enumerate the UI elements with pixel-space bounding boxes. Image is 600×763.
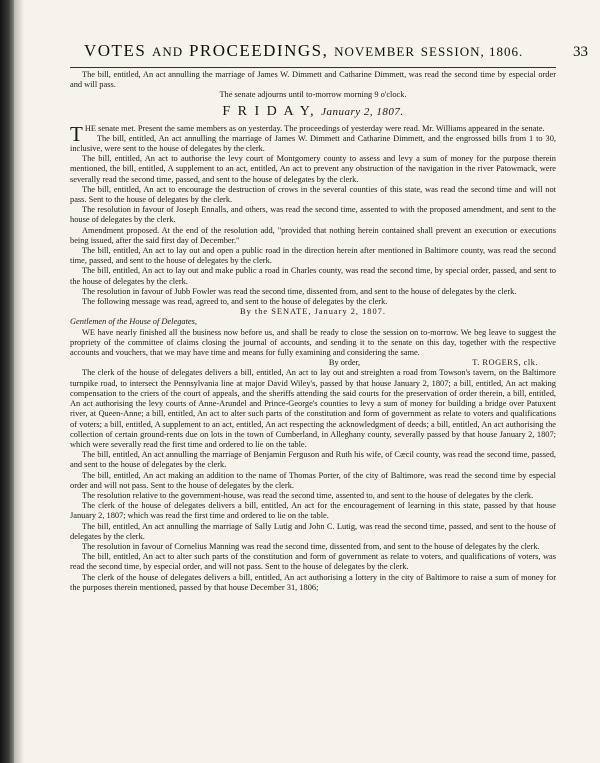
drop-cap: T: [70, 121, 83, 146]
header-session: SESSION, 1806.: [420, 44, 524, 59]
document-page: [14, 0, 600, 763]
header-month: NOVEMBER: [334, 44, 416, 59]
paragraph: The resolution relative to the government-house, was read the second time, assented to, and sent to the house of delegates by the clerk.: [82, 490, 534, 500]
paragraph: The following message was read, agreed to, and sent to the house of delegates by the clerk.: [82, 297, 388, 307]
paragraph: The resolution in favour of Joseph Ennalls, and others, was read the second time, assented to with the proposed amendment, and sent to the house of delegates by the clerk.: [70, 205, 556, 225]
message-body: WE have nearly finished all the business now before us, and shall be ready to close the session on to-morrow. We beg leave to suggest the propriety of the committee of claims closing the journal of accounts, and sending it to the senate on this day, together with the respective accounts and vouchers, that we may have time and means for fully examining and considering the same.: [70, 327, 556, 358]
header-votes: VOTES: [84, 41, 147, 60]
paragraph: The bill, entitled, An act to encourage the destruction of crows in the several counties of this state, was read the second time and will not pass. Sent to the house of delegates by the clerk.: [70, 184, 556, 205]
page-number: 33: [573, 44, 588, 60]
opening-text: HE senate met. Present the same members as on yesterday. The proceedings of yesterday were read. Mr. Williams appeared in the senate.: [84, 123, 545, 133]
paragraph: The bill, entitled, An act annulling the marriage of James W. Dimmett and Catharine Dimmett, was read the second time by especial order and will pass.: [70, 70, 556, 90]
message-salutation: Gentlemen of the House of Delegates,: [70, 317, 197, 327]
day-name: F R I D A Y,: [222, 103, 316, 119]
day-heading: [70, 103, 556, 121]
signature-name: T. ROGERS, clk.: [472, 358, 538, 368]
message-signature-line: [70, 358, 556, 368]
paragraph: Amendment proposed. At the end of the resolution add, "provided that nothing herein contained shall prevent an execution or executions being issued, after the said first day of December.": [70, 225, 556, 245]
paragraph: The clerk of the house of delegates delivers a bill, entitled, An act authorising a lottery in the city of Baltimore to raise a sum of money for the purposes therein mentioned, passed by that house December 31, 1806;: [70, 572, 556, 592]
header-proceedings: PROCEEDINGS,: [188, 41, 329, 60]
header-and: AND: [152, 44, 184, 59]
paragraph: The bill, entitled, An act to lay out and make public a road in Charles county, was read the second time, by special order, passed, and sent to the house of delegates by the clerk.: [70, 266, 556, 286]
paragraph: The resolution in favour of Cornelius Manning was read the second time, dissented from, and sent to the house of delegates by the clerk.: [82, 541, 540, 551]
paragraph: The clerk of the house of delegates delivers a bill, entitled, An act to lay out and streighten a road from Towson's tavern, on the Baltimore turnpike road, to intersect the Pennsylvania line at major David Wiley's, passed by that house January 2, 1807; a bill, entitled, An act making compensation to the criers of the court of appeals, and the sheriffs attending the said courts for the preservation of order therein, a bill, entitled, An act authorising the levy courts of Anne-Arundel and Prince-George's counties to levy a sum of money for building a bridge over Patuxent river, at Queen-Anne; a bill, entitled, An act to alter such parts of the constitution and form of government as relate to voters and qualifications of voters; a bill, entitled, A supplement to an act, entitled, An act respecting the acknowledgment of deeds; a bill, entitled, An act authorising the collection of certain ground-rents due on lots in the town of Cumberland, in Alleghany county, severally passed by that house January 2, 1807; which were severally read the first time and ordered to lie on the table.: [70, 368, 556, 449]
paragraph: The bill, entitled, An act to authorise the levy court of Montgomery county to assess and levy a sum of money for the purpose therein mentioned, the bill, entitled, A supplement to an act, entitled, An act to prevent any obstruction of the navigation in the river Patowmack, were severally read the second time, passed, and sent to the house of delegates by the clerk.: [70, 154, 556, 184]
paragraph: The bill, entitled, An act annulling the marriage of Benjamin Ferguson and Ruth his wife, of Cæcil county, was read the second time, passed, and sent to the house of delegates by the clerk.: [70, 450, 556, 470]
running-header: [84, 41, 564, 61]
adjournment-line: The senate adjourns until to-morrow morning 9 o'clock.: [219, 90, 407, 100]
paragraph: The bill, entitled, An act to lay out and open a public road in the direction herein after mentioned in Baltimore county, was read the second time, passed, and sent to the house of delegates by the clerk.: [70, 246, 556, 266]
header-rule: [70, 67, 556, 68]
paragraph: The bill, entitled, An act to alter such parts of the constitution and form of government as relate to voters, and qualifications of voters, was read the second time, by especial order, and will not pass. Sent to the house of delegates by the clerk.: [70, 552, 556, 572]
paragraph: The bill, entitled, An act annulling the marriage of James W. Dimmett and Catharine Dimmett, and the engrossed bills from 1 to 30, inclusive, were sent to the house of delegates by the clerk.: [70, 133, 556, 154]
paragraph: The resolution in favour of Jubb Fowler was read the second time, dissented from, and sent to the house of delegates by the clerk.: [82, 286, 517, 296]
day-date: January 2, 1807.: [321, 105, 404, 118]
journal-body: [70, 70, 556, 593]
paragraph: The bill, entitled, An act making an addition to the name of Thomas Porter, of the city of Baltimore, was read the second time by especial order and will not pass. Sent to the house of delegates by the clerk.: [70, 470, 556, 490]
paragraph: The bill, entitled, An act annulling the marriage of Sally Lutig and John C. Lutig, was read the second time, passed, and sent to the house of delegates by the clerk.: [70, 521, 556, 541]
message-by-line: By the SENATE, January 2, 1807.: [240, 307, 386, 317]
page-edge-shadow: [14, 0, 24, 763]
by-order: By order,: [328, 358, 361, 368]
book-gutter: [0, 0, 14, 763]
paragraph: The clerk of the house of delegates delivers a bill, entitled, An act for the encouragement of learning in this state, passed by that house January 2, 1807; which was read the first time and ordered to lie on the table.: [70, 501, 556, 521]
